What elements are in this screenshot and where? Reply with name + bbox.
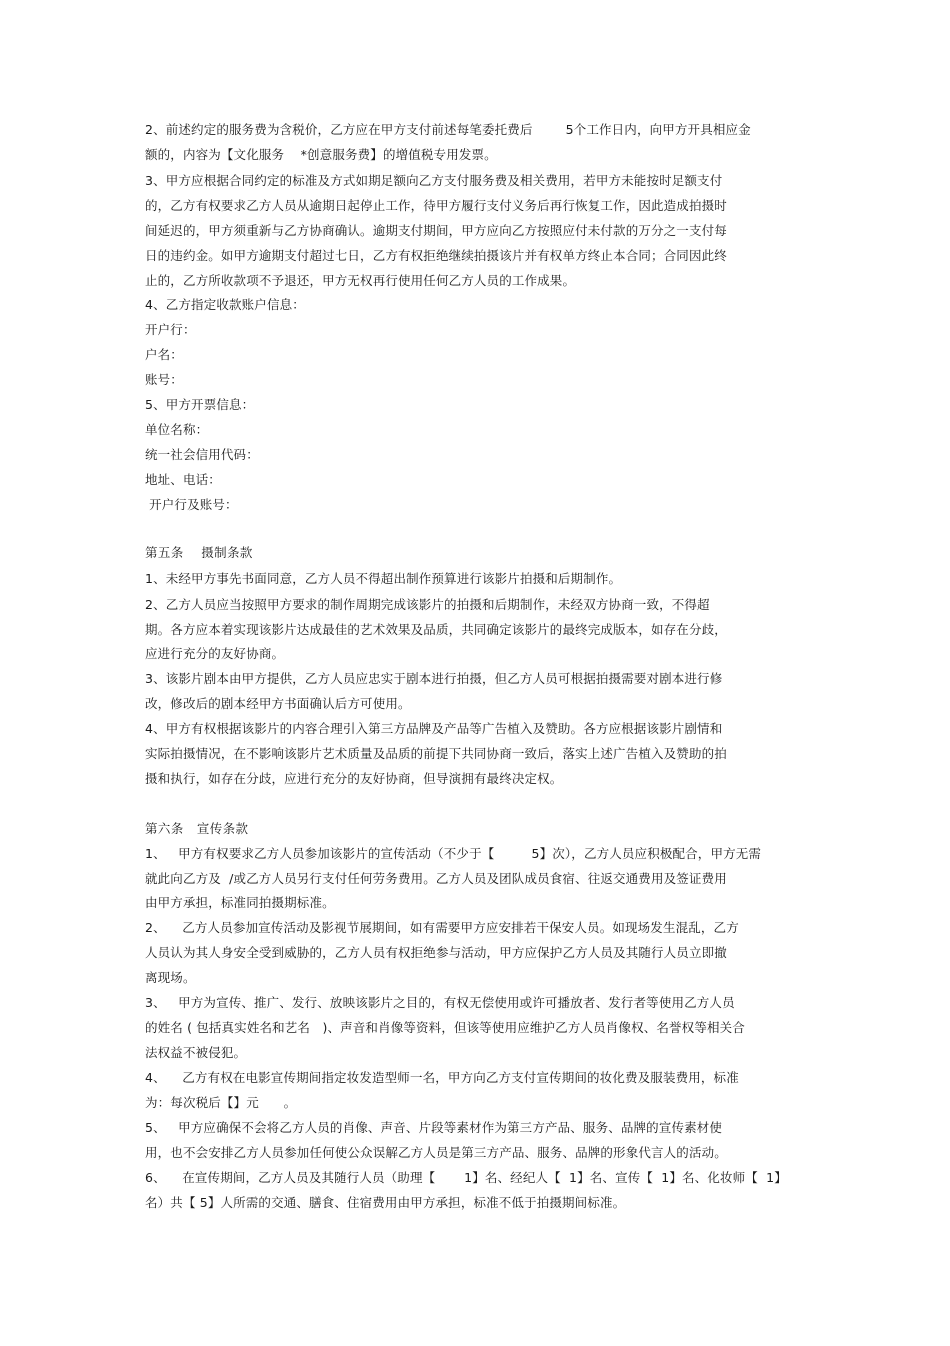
text-line: 摄和执行，如存在分歧，应进行充分的友好协商，但导演拥有最终决定权。 [145, 771, 563, 786]
text-line: 6、 在宣传期间，乙方人员及其随行人员（助理【 1】名、经纪人【 1】名、宣传【 1】名、化妆师【 1】 [145, 1170, 787, 1185]
text-line: 单位名称： [145, 422, 209, 437]
text-line: 开户行： [145, 322, 196, 337]
text-line: 由甲方承担，标准同拍摄期标准。 [145, 895, 335, 910]
text-line: 额的，内容为【文化服务 *创意服务费】的增值税专用发票。 [145, 147, 497, 162]
text-line: 4、 乙方有权在电影宣传期间指定妆发造型师一名，甲方向乙方支付宣传期间的妆化费及服装费用，标准 [145, 1070, 739, 1085]
text-line: 离现场。 [145, 970, 196, 985]
text-line: 统一社会信用代码： [145, 447, 259, 462]
text-line: 2、 乙方人员参加宣传活动及影视节展期间，如有需要甲方应安排若干保安人员。如现场发生混乱，乙方 [145, 920, 739, 935]
text-line: 的，乙方有权要求乙方人员从逾期日起停止工作，待甲方履行支付义务后再行恢复工作，因此造成拍摄时 [145, 198, 727, 213]
text-line: 名）共【 5】人所需的交通、膳食、住宿费用由甲方承担，标准不低于拍摄期间标准。 [145, 1195, 626, 1210]
text-line: 5、 甲方应确保不会将乙方人员的肖像、声音、片段等素材作为第三方产品、服务、品牌的宣传素材使 [145, 1120, 723, 1135]
text-line: 实际拍摄情况，在不影响该影片艺术质量及品质的前提下共同协商一致后，落实上述广告植入及赞助的拍 [145, 746, 727, 761]
text-line: 3、 甲方为宣传、推广、发行、放映该影片之目的，有权无偿使用或许可播放者、发行者等使用乙方人员 [145, 995, 735, 1010]
text-line: 3、该影片剧本由甲方提供，乙方人员应忠实于剧本进行拍摄，但乙方人员可根据拍摄需要对剧本进行修 [145, 671, 723, 686]
text-line: 地址、电话： [145, 472, 221, 487]
text-line: 账号： [145, 372, 183, 387]
text-line: 2、前述约定的服务费为含税价，乙方应在甲方支付前述每笔委托费后 5个工作日内，向甲方开具相应金 [145, 122, 751, 137]
section-heading: 第五条 摄制条款 [145, 545, 253, 560]
section-heading: 第六条 宣传条款 [145, 821, 249, 836]
text-line: 改，修改后的剧本经甲方书面确认后方可使用。 [145, 696, 411, 711]
text-line: 5、甲方开票信息： [145, 397, 255, 412]
text-line: 户名： [145, 347, 183, 362]
text-line: 间延迟的，甲方须重新与乙方协商确认。逾期支付期间，甲方应向乙方按照应付未付款的万分之一支付每 [145, 223, 727, 238]
text-line: 3、甲方应根据合同约定的标准及方式如期足额向乙方支付服务费及相关费用，若甲方未能按时足额支付 [145, 173, 723, 188]
text-line: 止的，乙方所收款项不予退还，甲方无权再行使用任何乙方人员的工作成果。 [145, 273, 576, 288]
text-line: 用，也不会安排乙方人员参加任何使公众误解乙方人员是第三方产品、服务、品牌的形象代言人的活动。 [145, 1145, 727, 1160]
text-line: 的姓名 ( 包括真实姓名和艺名 )、声音和肖像等资料，但该等使用应维护乙方人员肖像权、名誉权等相关合 [145, 1020, 745, 1035]
text-line: 期。各方应本着实现该影片达成最佳的艺术效果及品质，共同确定该影片的最终完成版本，如存在分歧， [145, 622, 727, 637]
text-line: 4、乙方指定收款账户信息： [145, 297, 305, 312]
text-line: 2、乙方人员应当按照甲方要求的制作周期完成该影片的拍摄和后期制作，未经双方协商一致，不得超 [145, 597, 710, 612]
text-line: 就此向乙方及 /或乙方人员另行支付任何劳务费用。乙方人员及团队成员食宿、往返交通费用及签证费用 [145, 871, 727, 886]
text-line: 日的违约金。如甲方逾期支付超过七日，乙方有权拒绝继续拍摄该片并有权单方终止本合同；合同因此终 [145, 248, 727, 263]
text-line: 应进行充分的友好协商。 [145, 646, 285, 661]
text-line: 法权益不被侵犯。 [145, 1045, 247, 1060]
text-line: 1、 甲方有权要求乙方人员参加该影片的宣传活动（不少于【 5】次），乙方人员应积极配合，甲方无需 [145, 846, 762, 861]
text-line: 为：每次税后【】元 。 [145, 1095, 297, 1110]
text-line: 人员认为其人身安全受到威胁的，乙方人员有权拒绝参与活动，甲方应保护乙方人员及其随行人员立即撤 [145, 945, 727, 960]
text-line: 1、未经甲方事先书面同意，乙方人员不得超出制作预算进行该影片拍摄和后期制作。 [145, 571, 622, 586]
text-line: 4、甲方有权根据该影片的内容合理引入第三方品牌及产品等广告植入及赞助。各方应根据该影片剧情和 [145, 721, 723, 736]
text-line: 开户行及账号： [145, 497, 238, 512]
